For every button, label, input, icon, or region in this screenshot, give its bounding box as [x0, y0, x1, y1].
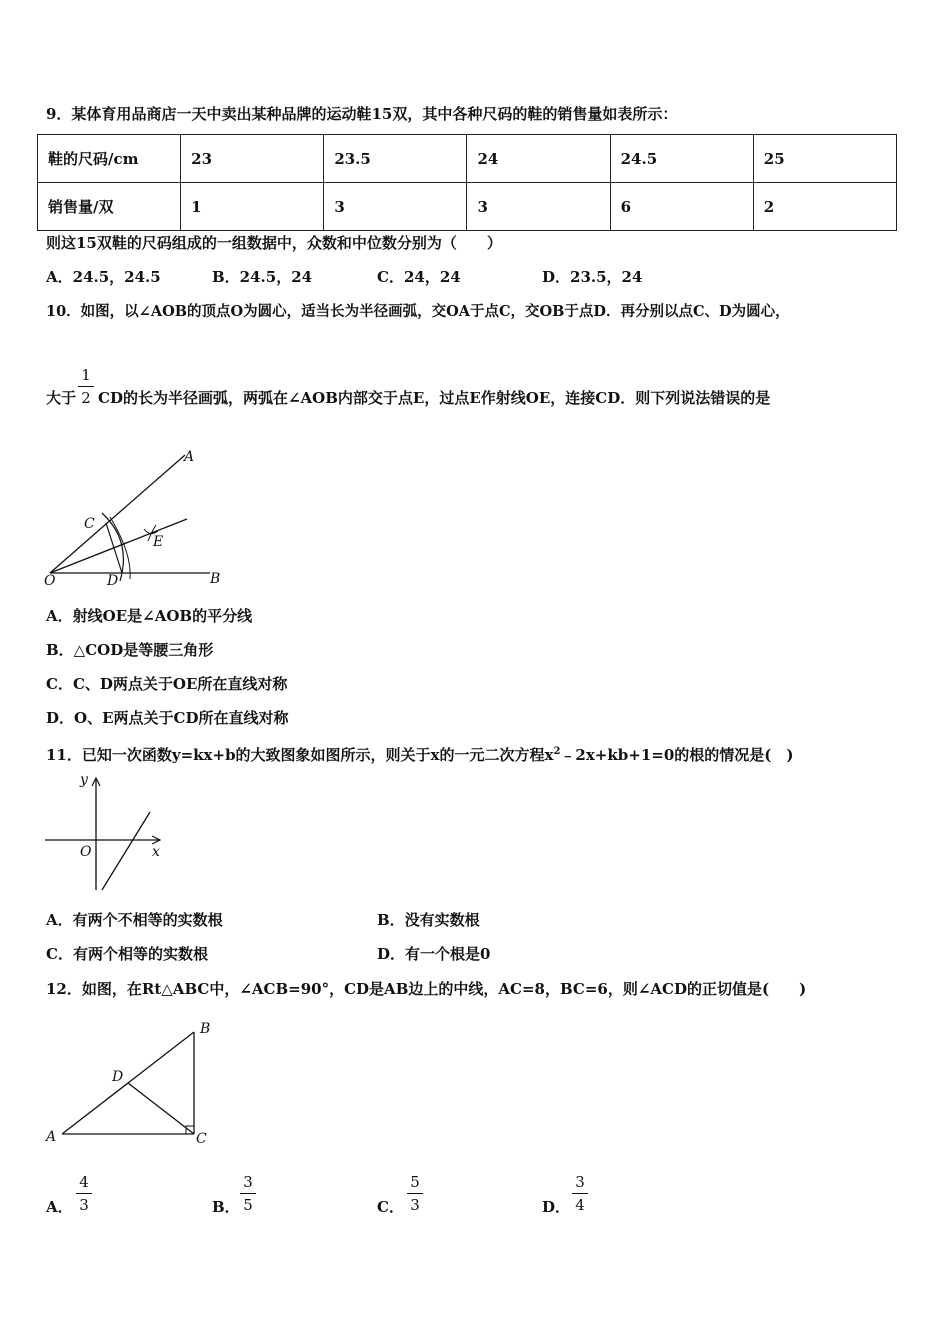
q10-stem-prefix: 大于 — [46, 389, 77, 407]
q11-exponent: 2 — [553, 746, 561, 757]
table-cell: 23.5 — [324, 135, 467, 183]
q12-option-d-label: D． — [542, 1198, 571, 1216]
q9-option-d: D．23.5，24 — [542, 268, 643, 286]
shoe-size-table — [37, 134, 897, 231]
label-a: A — [46, 1129, 57, 1145]
label-b: B — [210, 571, 221, 587]
q9-option-a: A．24.5，24.5 — [46, 268, 161, 286]
segment-cd — [128, 1083, 194, 1134]
fraction-numerator: 5 — [410, 1173, 420, 1191]
fraction-denominator: 5 — [243, 1196, 253, 1214]
fraction-denominator: 2 — [81, 389, 91, 407]
ray-oa — [50, 455, 185, 573]
q10-angle-bisector-figure — [40, 445, 240, 595]
label-d: D — [107, 573, 119, 589]
q11-option-a: A．有两个不相等的实数根 — [46, 911, 223, 929]
table-row — [38, 135, 897, 183]
q10-stem-line1: 10．如图，以∠AOB的顶点O为圆心，适当长为半径画弧，交OA于点C，交OB于点D．再分别以点C、D为圆心， — [46, 303, 790, 320]
table-cell: 23 — [181, 135, 324, 183]
table-cell: 24 — [467, 135, 610, 183]
q12-option-b-fraction — [240, 1173, 256, 1214]
table-row — [38, 183, 897, 231]
table-cell: 销售量/双 — [38, 183, 181, 231]
q11-linear-function-graph — [40, 772, 170, 896]
table-cell: 6 — [610, 183, 753, 231]
label-a: A — [184, 449, 195, 465]
table-cell: 24.5 — [610, 135, 753, 183]
label-c: C — [196, 1131, 207, 1147]
q10-half-fraction — [78, 366, 94, 407]
q12-option-b-label: B． — [212, 1198, 240, 1216]
fraction-numerator: 4 — [79, 1173, 89, 1191]
q12-option-c-fraction — [407, 1173, 423, 1214]
q12-option-a-fraction — [76, 1173, 92, 1214]
label-c: C — [84, 516, 95, 532]
segment-cd — [106, 523, 122, 573]
q10-option-d: D．O、E两点关于CD所在直线对称 — [46, 709, 289, 727]
q11-stem — [46, 742, 793, 765]
fraction-numerator: 3 — [575, 1173, 585, 1191]
fraction-denominator: 4 — [575, 1196, 585, 1214]
q9-option-b: B．24.5，24 — [212, 268, 313, 286]
label-e: E — [153, 534, 164, 550]
q12-stem: 12．如图，在Rt△ABC中，∠ACB=90°，CD是AB边上的中线，AC=8，BC=6，则∠ACD的正切值是( ) — [46, 980, 807, 998]
table-cell: 3 — [467, 183, 610, 231]
q10-option-b: B．△COD是等腰三角形 — [46, 641, 214, 659]
label-o: O — [44, 573, 56, 589]
fraction-bar — [76, 1193, 92, 1194]
table-cell: 25 — [753, 135, 896, 183]
q9-option-c: C．24，24 — [377, 268, 461, 286]
q10-option-a: A．射线OE是∠AOB的平分线 — [46, 607, 253, 625]
table-cell: 2 — [753, 183, 896, 231]
fraction-bar — [78, 386, 94, 387]
label-y: y — [80, 772, 88, 788]
q10-stem-suffix: CD的长为半径画弧，两弧在∠AOB内部交于点E，过点E作射线OE，连接CD．则下列说法错误的是 — [98, 389, 771, 407]
fraction-bar — [407, 1193, 423, 1194]
fraction-numerator: 1 — [81, 366, 91, 384]
fraction-denominator: 3 — [79, 1196, 89, 1214]
q11-stem-prefix: 11．已知一次函数y=kx+b的大致图象如图所示，则关于x的一元二次方程x — [46, 746, 554, 764]
arc-od — [102, 513, 123, 581]
q11-option-c: C．有两个相等的实数根 — [46, 945, 208, 963]
q11-stem-suffix: ﹣2x+kb+1=0的根的情况是( ) — [560, 746, 794, 764]
table-cell: 3 — [324, 183, 467, 231]
q11-option-d: D．有一个根是0 — [377, 945, 491, 963]
q9-stem: 9．某体育用品商店一天中卖出某种品牌的运动鞋15双，其中各种尺码的鞋的销售量如表所示： — [46, 105, 678, 123]
fraction-bar — [240, 1193, 256, 1194]
fraction-bar — [572, 1193, 588, 1194]
fraction-numerator: 3 — [243, 1173, 253, 1191]
fraction-denominator: 3 — [410, 1196, 420, 1214]
label-d: D — [112, 1069, 124, 1085]
q12-right-triangle-figure — [40, 1015, 230, 1150]
ray-oe — [50, 519, 187, 573]
label-x: x — [152, 844, 160, 860]
q10-option-c: C．C、D两点关于OE所在直线对称 — [46, 675, 288, 693]
label-origin: O — [80, 844, 92, 860]
q12-option-d-fraction — [572, 1173, 588, 1214]
q12-option-a-label: A． — [46, 1198, 73, 1216]
q12-option-c-label: C． — [377, 1198, 404, 1216]
table-cell: 鞋的尺码/cm — [38, 135, 181, 183]
function-line — [102, 812, 150, 890]
label-b: B — [200, 1021, 211, 1037]
table-cell: 1 — [181, 183, 324, 231]
q11-option-b: B．没有实数根 — [377, 911, 480, 929]
q9-question: 则这15双鞋的尺码组成的一组数据中，众数和中位数分别为（ ） — [46, 234, 502, 252]
